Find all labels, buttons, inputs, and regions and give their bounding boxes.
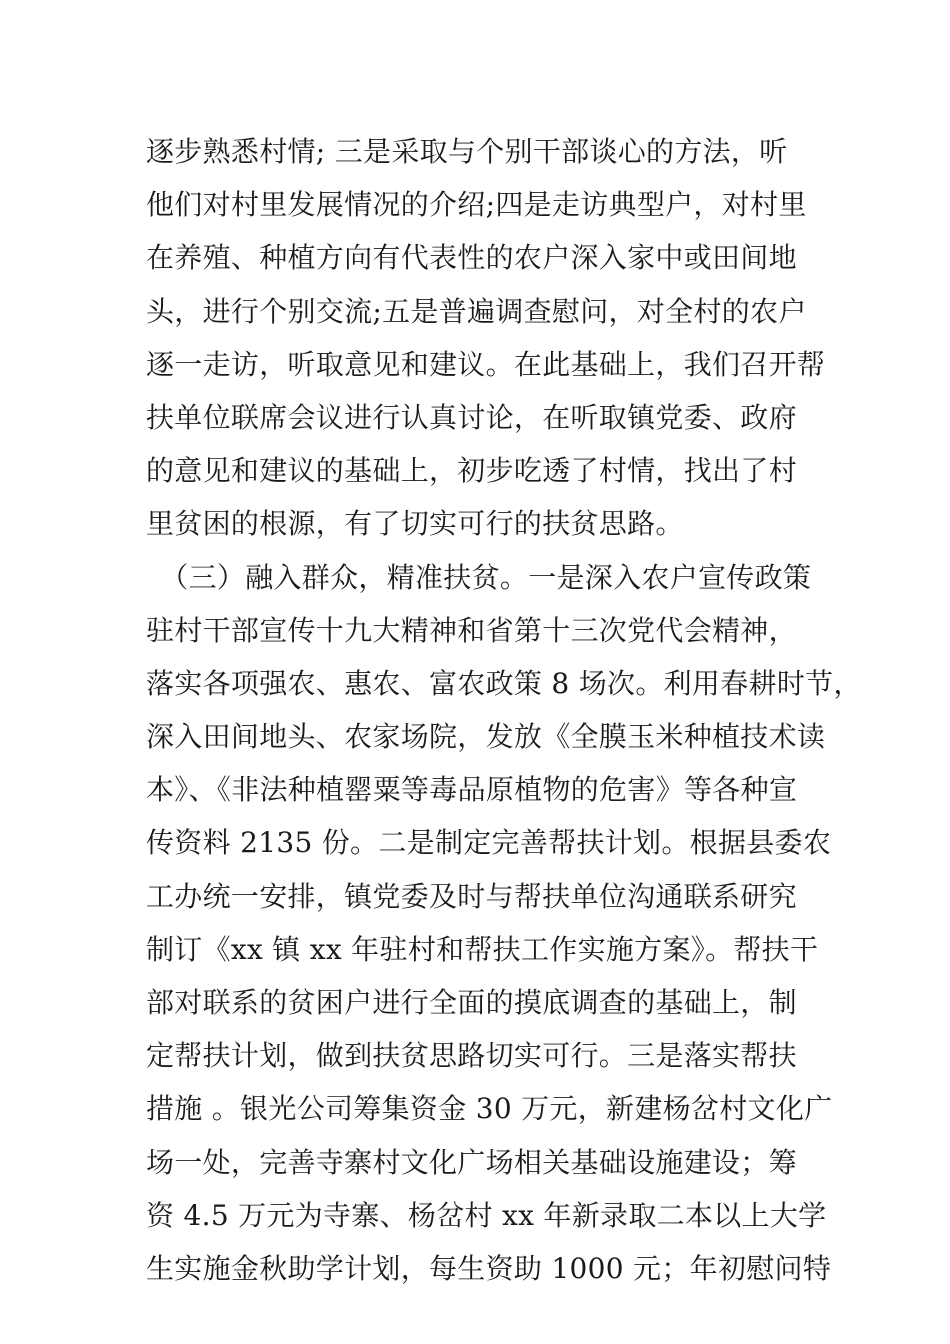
text-line: 头，进行个别交流;五是普遍调查慰问，对全村的农户 xyxy=(146,294,807,328)
text-line: 驻村干部宣传十九大精神和省第十三次党代会精神， xyxy=(146,613,797,647)
text-line: 深入田间地头、农家场院，发放《全膜玉米种植技术读 xyxy=(146,720,826,754)
text-line: （三）融入群众，精准扶贫。一是深入农户宣传政策 xyxy=(146,560,812,594)
text-line: 的意见和建议的基础上，初步吃透了村情，找出了村 xyxy=(146,454,797,488)
text-line: 场一处，完善寺寨村文化广场相关基础设施建设；筹 xyxy=(146,1145,797,1179)
text-line: 制订《xx 镇 xx 年驻村和帮扶工作实施方案》。帮扶干 xyxy=(146,932,819,966)
text-line: 在养殖、种植方向有代表性的农户深入家中或田间地 xyxy=(146,241,797,275)
text-line: 逐步熟悉村情; 三是采取与个别干部谈心的方法，听 xyxy=(146,135,788,168)
text-line: 生实施金秋助学计划，每生资助 1000 元；年初慰问特 xyxy=(146,1251,832,1285)
text-line: 定帮扶计划，做到扶贫思路切实可行。三是落实帮扶 xyxy=(146,1039,797,1073)
body-text xyxy=(146,125,862,1295)
text-line: 扶单位联席会议进行认真讨论，在听取镇党委、政府 xyxy=(146,400,797,434)
text-line: 本》、《非法种植罂粟等毒品原植物的危害》等各种宣 xyxy=(146,773,798,807)
text-line: 措施 。银光公司筹集资金 30 万元，新建杨岔村文化广 xyxy=(146,1092,833,1126)
text-line: 部对联系的贫困户进行全面的摸底调查的基础上，制 xyxy=(146,986,797,1019)
text-line: 资 4.5 万元为寺寨、杨岔村 xx 年新录取二本以上大学 xyxy=(146,1198,827,1232)
text-line: 传资料 2135 份。二是制定完善帮扶计划。根据县委农 xyxy=(146,826,832,860)
text-line: 里贫困的根源，有了切实可行的扶贫思路。 xyxy=(146,507,684,541)
text-line: 工办统一安排，镇党委及时与帮扶单位沟通联系研究 xyxy=(146,879,797,913)
text-line: 落实各项强农、惠农、富农政策 8 场次。利用春耕时节， xyxy=(146,666,862,700)
text-line: 逐一走访，听取意见和建议。在此基础上，我们召开帮 xyxy=(146,347,826,381)
text-line: 他们对村里发展情况的介绍;四是走访典型户，对村里 xyxy=(146,188,807,222)
